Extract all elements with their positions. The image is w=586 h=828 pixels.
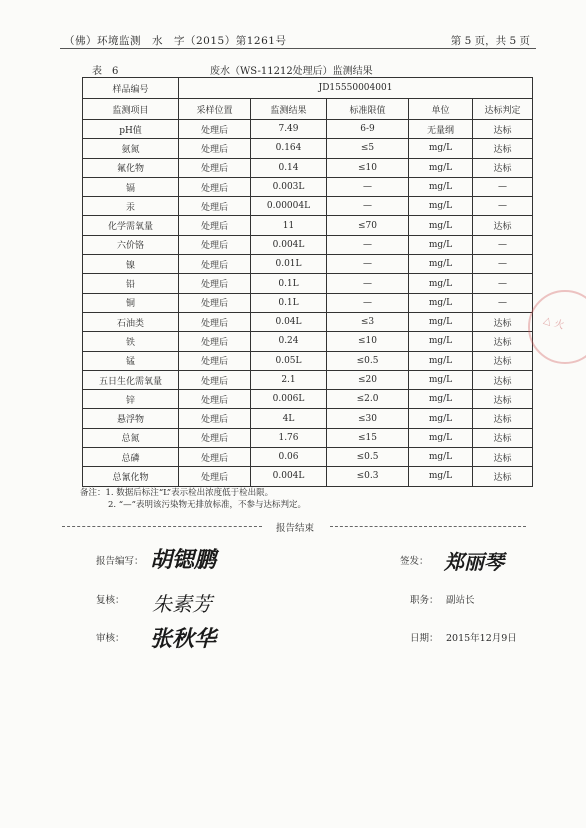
table-row <box>83 409 533 428</box>
compliance: 达标 <box>473 351 533 370</box>
prepared-label: 报告编写： <box>96 556 144 567</box>
table-row <box>83 293 533 312</box>
compliance: — <box>473 293 533 312</box>
sampling-location: 处理后 <box>179 409 251 428</box>
table-label: 表 6 <box>92 66 119 77</box>
item-name: 总氮 <box>83 428 179 447</box>
unit: mg/L <box>409 370 473 389</box>
col-header: 采样位置 <box>179 99 251 120</box>
table-row <box>83 312 533 331</box>
unit: mg/L <box>409 274 473 293</box>
table-row <box>83 177 533 196</box>
table-row <box>83 332 533 351</box>
standard-limit: ≤15 <box>327 428 409 447</box>
prepared-signature: 胡锶鹏 <box>150 547 217 573</box>
result: 0.24 <box>251 332 327 351</box>
compliance: 达标 <box>473 216 533 235</box>
standard-limit: ≤0.5 <box>327 351 409 370</box>
result: 0.04L <box>251 312 327 331</box>
sample-label: 样品编号 <box>83 78 179 99</box>
unit: mg/L <box>409 158 473 177</box>
issued-signature: 郑丽琴 <box>444 550 504 574</box>
table-title: 废水（WS-11212处理后）监测结果 <box>210 66 373 77</box>
result: 0.1L <box>251 274 327 293</box>
item-name: pH值 <box>83 120 179 139</box>
standard-limit: ≤0.3 <box>327 467 409 486</box>
sampling-location: 处理后 <box>179 120 251 139</box>
col-header: 达标判定 <box>473 99 533 120</box>
table-row <box>83 255 533 274</box>
table-row <box>83 390 533 409</box>
unit: mg/L <box>409 448 473 467</box>
standard-limit: ≤0.5 <box>327 448 409 467</box>
result: 0.01L <box>251 255 327 274</box>
divider-right <box>330 526 526 527</box>
compliance: 达标 <box>473 467 533 486</box>
note-1: 备注：1. 数据后标注“L”表示检出浓度低于检出限。 <box>80 488 274 498</box>
item-name: 铅 <box>83 274 179 293</box>
compliance: 达标 <box>473 370 533 389</box>
report-end: 报告结束 <box>276 523 315 534</box>
item-name: 镉 <box>83 177 179 196</box>
sampling-location: 处理后 <box>179 177 251 196</box>
sampling-location: 处理后 <box>179 274 251 293</box>
unit: mg/L <box>409 216 473 235</box>
position-value: 副站长 <box>446 595 475 606</box>
unit: 无量纲 <box>409 120 473 139</box>
page-number: 第 5 页，共 5 页 <box>450 35 530 47</box>
table-row <box>83 467 533 486</box>
item-name: 石油类 <box>83 312 179 331</box>
result: 2.1 <box>251 370 327 389</box>
sampling-location: 处理后 <box>179 332 251 351</box>
sampling-location: 处理后 <box>179 448 251 467</box>
compliance: 达标 <box>473 448 533 467</box>
sampling-location: 处理后 <box>179 293 251 312</box>
sampling-location: 处理后 <box>179 197 251 216</box>
table-row <box>83 235 533 254</box>
standard-limit: — <box>327 235 409 254</box>
standard-limit: ≤30 <box>327 409 409 428</box>
item-name: 悬浮物 <box>83 409 179 428</box>
item-name: 铁 <box>83 332 179 351</box>
result: 0.1L <box>251 293 327 312</box>
result: 11 <box>251 216 327 235</box>
compliance: 达标 <box>473 428 533 447</box>
compliance: 达标 <box>473 158 533 177</box>
standard-limit: — <box>327 177 409 196</box>
audited-label: 审核： <box>96 633 125 644</box>
standard-limit: ≤70 <box>327 216 409 235</box>
document-number: （佛）环境监测 水 字（2015）第1261号 <box>64 35 287 47</box>
audited-signature: 张秋华 <box>150 626 217 652</box>
sample-id: JD15550004001 <box>179 78 533 99</box>
unit: mg/L <box>409 428 473 447</box>
sampling-location: 处理后 <box>179 467 251 486</box>
item-name: 锌 <box>83 390 179 409</box>
result: 0.004L <box>251 467 327 486</box>
compliance: 达标 <box>473 409 533 428</box>
unit: mg/L <box>409 467 473 486</box>
compliance: 达标 <box>473 390 533 409</box>
sampling-location: 处理后 <box>179 428 251 447</box>
standard-limit: — <box>327 255 409 274</box>
standard-limit: ≤2.0 <box>327 390 409 409</box>
issued-label: 签发： <box>400 556 429 567</box>
table-row <box>83 370 533 389</box>
compliance: — <box>473 274 533 293</box>
reviewed-label: 复核： <box>96 595 125 606</box>
header-rule <box>60 48 536 49</box>
table-row <box>83 216 533 235</box>
col-header: 监测项目 <box>83 99 179 120</box>
standard-limit: ≤5 <box>327 139 409 158</box>
result: 0.14 <box>251 158 327 177</box>
divider-left <box>62 526 262 527</box>
sampling-location: 处理后 <box>179 139 251 158</box>
position-label: 职务： <box>410 595 439 606</box>
sampling-location: 处理后 <box>179 351 251 370</box>
item-name: 铜 <box>83 293 179 312</box>
date-label: 日期： <box>410 633 439 644</box>
item-name: 汞 <box>83 197 179 216</box>
date-value: 2015年12月9日 <box>446 633 517 644</box>
standard-limit: ≤20 <box>327 370 409 389</box>
standard-limit: ≤10 <box>327 332 409 351</box>
result: 0.06 <box>251 448 327 467</box>
sampling-location: 处理后 <box>179 312 251 331</box>
compliance: — <box>473 177 533 196</box>
result: 0.05L <box>251 351 327 370</box>
table-row <box>83 274 533 293</box>
col-header: 单位 <box>409 99 473 120</box>
column-header-row <box>83 99 533 120</box>
table-row <box>83 428 533 447</box>
seal-stamp: △ 火 <box>528 290 586 364</box>
item-name: 五日生化需氧量 <box>83 370 179 389</box>
compliance: — <box>473 235 533 254</box>
result: 0.004L <box>251 235 327 254</box>
table-row <box>83 448 533 467</box>
item-name: 六价铬 <box>83 235 179 254</box>
unit: mg/L <box>409 197 473 216</box>
item-name: 总氰化物 <box>83 467 179 486</box>
result: 7.49 <box>251 120 327 139</box>
standard-limit: ≤10 <box>327 158 409 177</box>
unit: mg/L <box>409 409 473 428</box>
standard-limit: — <box>327 197 409 216</box>
unit: mg/L <box>409 255 473 274</box>
compliance: 达标 <box>473 120 533 139</box>
compliance: — <box>473 197 533 216</box>
results-table <box>82 77 533 487</box>
compliance: 达标 <box>473 312 533 331</box>
item-name: 总磷 <box>83 448 179 467</box>
sampling-location: 处理后 <box>179 390 251 409</box>
table-row <box>83 351 533 370</box>
unit: mg/L <box>409 390 473 409</box>
item-name: 锰 <box>83 351 179 370</box>
result: 0.006L <box>251 390 327 409</box>
table-row <box>83 158 533 177</box>
standard-limit: 6-9 <box>327 120 409 139</box>
sampling-location: 处理后 <box>179 158 251 177</box>
result: 1.76 <box>251 428 327 447</box>
col-header: 标准限值 <box>327 99 409 120</box>
item-name: 镍 <box>83 255 179 274</box>
reviewed-signature: 朱素芳 <box>152 592 212 616</box>
table-row <box>83 120 533 139</box>
result: 0.164 <box>251 139 327 158</box>
unit: mg/L <box>409 293 473 312</box>
standard-limit: — <box>327 274 409 293</box>
notes <box>80 487 306 511</box>
unit: mg/L <box>409 351 473 370</box>
sampling-location: 处理后 <box>179 235 251 254</box>
table-row <box>83 139 533 158</box>
unit: mg/L <box>409 177 473 196</box>
item-name: 氟化物 <box>83 158 179 177</box>
item-name: 氨氮 <box>83 139 179 158</box>
unit: mg/L <box>409 139 473 158</box>
result: 0.00004L <box>251 197 327 216</box>
sampling-location: 处理后 <box>179 370 251 389</box>
sampling-location: 处理后 <box>179 255 251 274</box>
unit: mg/L <box>409 312 473 331</box>
unit: mg/L <box>409 332 473 351</box>
sample-id-row <box>83 78 533 99</box>
result: 0.003L <box>251 177 327 196</box>
compliance: — <box>473 255 533 274</box>
sampling-location: 处理后 <box>179 216 251 235</box>
unit: mg/L <box>409 235 473 254</box>
result: 4L <box>251 409 327 428</box>
compliance: 达标 <box>473 139 533 158</box>
note-2: 2. “—”表明该污染物无排放标准，不参与达标判定。 <box>108 500 307 510</box>
compliance: 达标 <box>473 332 533 351</box>
standard-limit: ≤3 <box>327 312 409 331</box>
table-row <box>83 197 533 216</box>
standard-limit: — <box>327 293 409 312</box>
col-header: 监测结果 <box>251 99 327 120</box>
item-name: 化学需氧量 <box>83 216 179 235</box>
